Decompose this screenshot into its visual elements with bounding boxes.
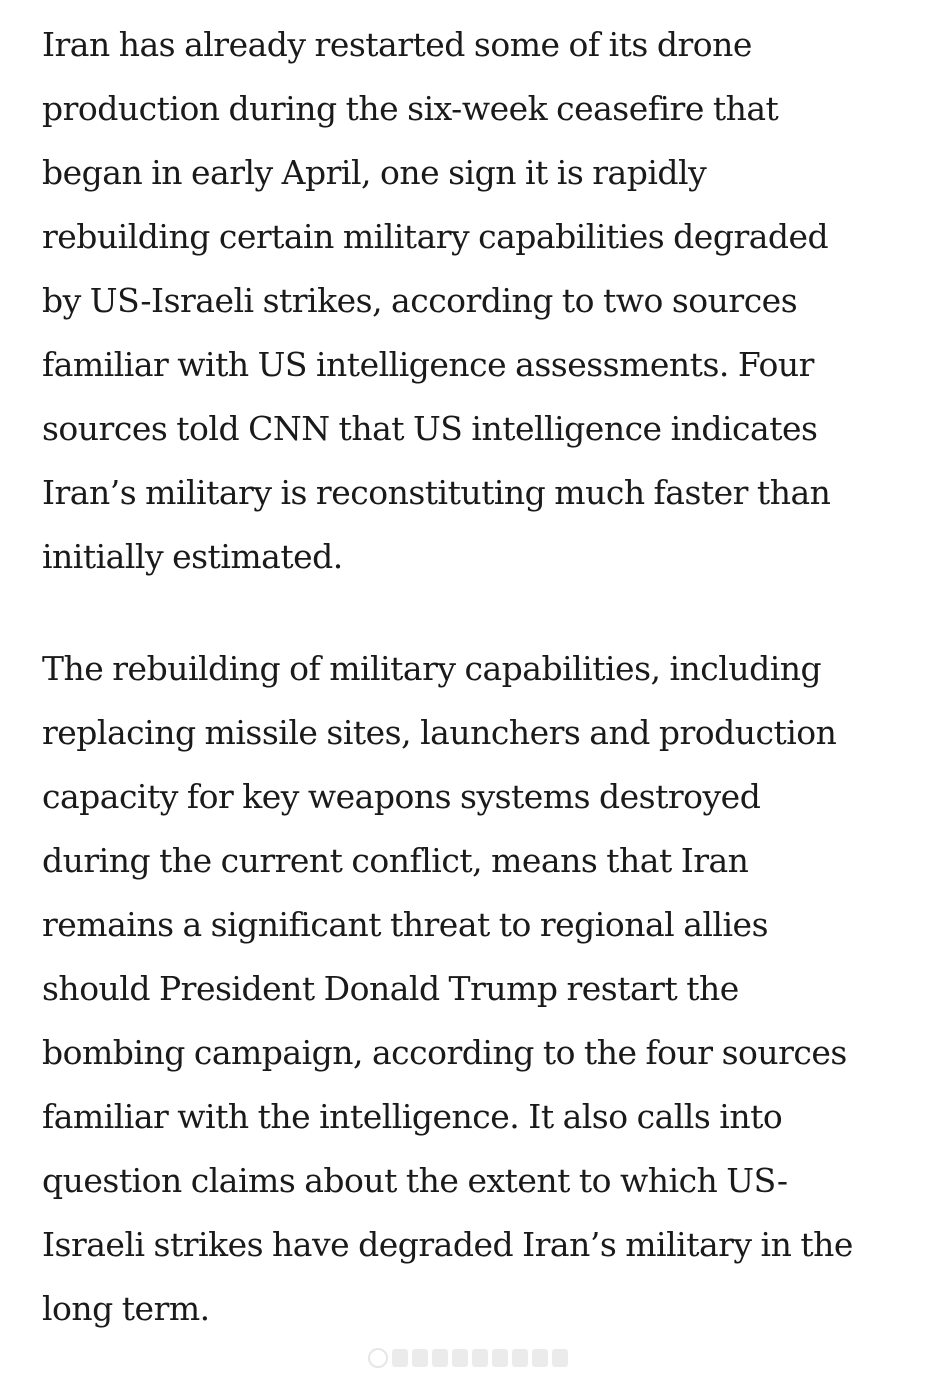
text-line: Iran’s military is reconstituting much faster than (42, 473, 831, 512)
text-line: rebuilding certain military capabilities degraded (42, 217, 829, 256)
text-line: by US-Israeli strikes, according to two sources (42, 281, 798, 320)
text-line: initially estimated. (42, 537, 343, 576)
text-line: during the current conflict, means that Iran (42, 841, 749, 880)
watermark-glyph (512, 1349, 528, 1367)
watermark-glyph (392, 1349, 408, 1367)
text-line: familiar with the intelligence. It also calls into (42, 1097, 783, 1136)
text-line: The rebuilding of military capabilities, including (42, 649, 822, 688)
watermark-glyph (532, 1349, 548, 1367)
watermark-glyph (492, 1349, 508, 1367)
watermark-logo-icon (368, 1348, 388, 1368)
paragraph-2 (42, 637, 912, 1341)
text-line: question claims about the extent to which US- (42, 1161, 788, 1200)
watermark-glyph (412, 1349, 428, 1367)
watermark-glyph (432, 1349, 448, 1367)
paragraph-1 (42, 13, 912, 589)
text-line: Israeli strikes have degraded Iran’s military in the (42, 1225, 853, 1264)
watermark-glyph (552, 1349, 568, 1367)
text-line: replacing missile sites, launchers and production (42, 713, 837, 752)
text-line: Iran has already restarted some of its drone (42, 25, 752, 64)
watermark-icon (368, 1346, 568, 1370)
text-line: capacity for key weapons systems destroyed (42, 777, 761, 816)
text-line: remains a significant threat to regional allies (42, 905, 769, 944)
text-line: production during the six-week ceasefire that (42, 89, 779, 128)
text-line: began in early April, one sign it is rapidly (42, 153, 707, 192)
watermark-glyph (452, 1349, 468, 1367)
watermark-glyph (472, 1349, 488, 1367)
text-line: should President Donald Trump restart the (42, 969, 739, 1008)
text-line: long term. (42, 1289, 210, 1328)
text-line: familiar with US intelligence assessments. Four (42, 345, 814, 384)
article-body (42, 13, 912, 1341)
text-line: sources told CNN that US intelligence indicates (42, 409, 818, 448)
text-line: bombing campaign, according to the four sources (42, 1033, 847, 1072)
